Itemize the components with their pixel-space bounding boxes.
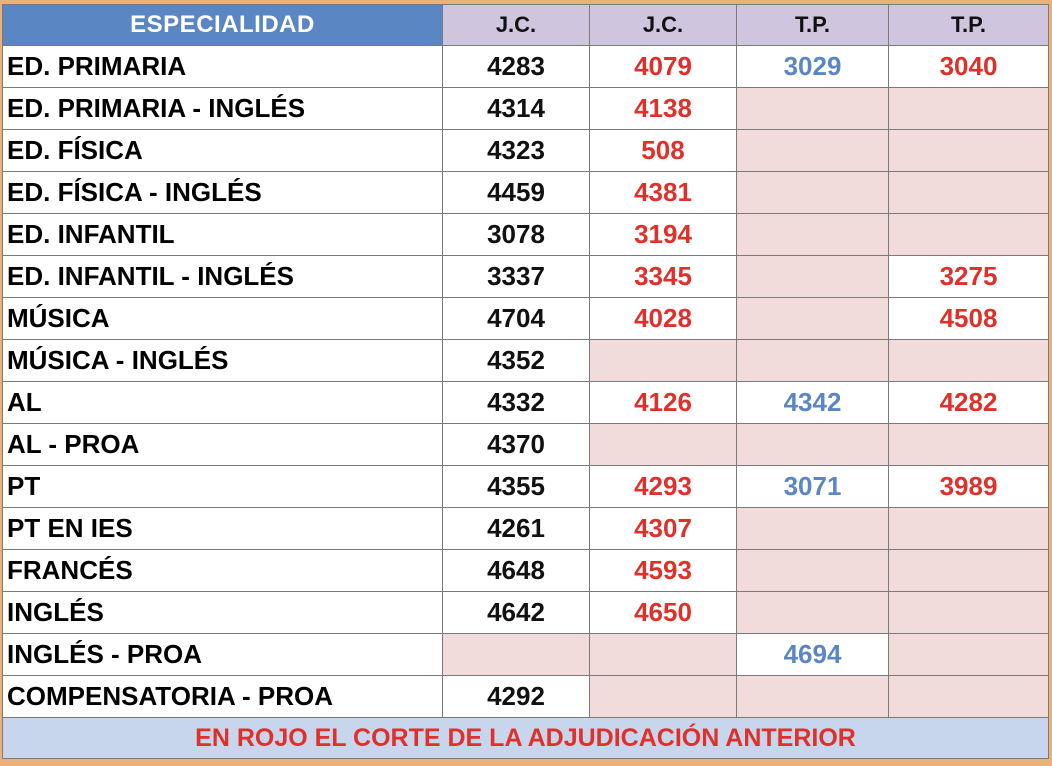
jc-value-cell[interactable]: 3078	[443, 214, 590, 256]
specialty-name-cell[interactable]: ED. INFANTIL	[3, 214, 443, 256]
jc-value-cell[interactable]: 4648	[443, 550, 590, 592]
jc-value-cell[interactable]: 4650	[590, 592, 737, 634]
table-row	[3, 88, 1049, 130]
specialty-name-cell[interactable]: ED. FÍSICA - INGLÉS	[3, 172, 443, 214]
jc-value-cell[interactable]: 4138	[590, 88, 737, 130]
empty-cell[interactable]	[737, 298, 889, 340]
jc-value-cell[interactable]: 4126	[590, 382, 737, 424]
empty-cell[interactable]	[889, 634, 1049, 676]
header-tp-2[interactable]: T.P.	[889, 5, 1049, 46]
specialty-name-cell[interactable]: FRANCÉS	[3, 550, 443, 592]
specialty-name-cell[interactable]: PT	[3, 466, 443, 508]
table-row	[3, 634, 1049, 676]
table-row	[3, 592, 1049, 634]
empty-cell[interactable]	[737, 340, 889, 382]
specialty-name-cell[interactable]: AL	[3, 382, 443, 424]
tp-value-cell[interactable]: 3989	[889, 466, 1049, 508]
empty-cell[interactable]	[889, 88, 1049, 130]
specialty-name-cell[interactable]: PT EN IES	[3, 508, 443, 550]
jc-value-cell[interactable]: 3345	[590, 256, 737, 298]
table-header	[3, 5, 1049, 46]
table-row	[3, 508, 1049, 550]
table-row	[3, 298, 1049, 340]
tp-value-cell[interactable]: 3275	[889, 256, 1049, 298]
header-tp-1[interactable]: T.P.	[737, 5, 889, 46]
empty-cell[interactable]	[737, 508, 889, 550]
empty-cell[interactable]	[590, 424, 737, 466]
empty-cell[interactable]	[889, 508, 1049, 550]
header-row	[3, 5, 1049, 46]
jc-value-cell[interactable]: 4292	[443, 676, 590, 718]
footer-row	[3, 718, 1049, 759]
tp-value-cell[interactable]: 3040	[889, 46, 1049, 88]
tp-value-cell[interactable]: 3071	[737, 466, 889, 508]
table-body	[3, 46, 1049, 718]
tp-value-cell[interactable]: 4342	[737, 382, 889, 424]
specialty-name-cell[interactable]: MÚSICA - INGLÉS	[3, 340, 443, 382]
jc-value-cell[interactable]: 4028	[590, 298, 737, 340]
empty-cell[interactable]	[590, 634, 737, 676]
empty-cell[interactable]	[737, 676, 889, 718]
jc-value-cell[interactable]: 4704	[443, 298, 590, 340]
jc-value-cell[interactable]: 4307	[590, 508, 737, 550]
jc-value-cell[interactable]: 4323	[443, 130, 590, 172]
empty-cell[interactable]	[737, 256, 889, 298]
tp-value-cell[interactable]: 3029	[737, 46, 889, 88]
empty-cell[interactable]	[590, 676, 737, 718]
table-row	[3, 550, 1049, 592]
specialty-table	[2, 4, 1049, 759]
table-row	[3, 382, 1049, 424]
jc-value-cell[interactable]: 4261	[443, 508, 590, 550]
jc-value-cell[interactable]: 4381	[590, 172, 737, 214]
specialty-name-cell[interactable]: ED. FÍSICA	[3, 130, 443, 172]
header-jc-2[interactable]: J.C.	[590, 5, 737, 46]
table-row	[3, 46, 1049, 88]
jc-value-cell[interactable]: 4370	[443, 424, 590, 466]
jc-value-cell[interactable]: 4283	[443, 46, 590, 88]
jc-value-cell[interactable]: 4332	[443, 382, 590, 424]
empty-cell[interactable]	[737, 550, 889, 592]
specialty-name-cell[interactable]: INGLÉS - PROA	[3, 634, 443, 676]
empty-cell[interactable]	[737, 88, 889, 130]
empty-cell[interactable]	[737, 214, 889, 256]
jc-value-cell[interactable]: 4593	[590, 550, 737, 592]
table-row	[3, 424, 1049, 466]
empty-cell[interactable]	[737, 172, 889, 214]
table-footer	[3, 718, 1049, 759]
empty-cell[interactable]	[889, 172, 1049, 214]
jc-value-cell[interactable]: 4293	[590, 466, 737, 508]
specialty-name-cell[interactable]: ED. INFANTIL - INGLÉS	[3, 256, 443, 298]
specialty-name-cell[interactable]: AL - PROA	[3, 424, 443, 466]
table-row	[3, 256, 1049, 298]
specialty-name-cell[interactable]: MÚSICA	[3, 298, 443, 340]
spreadsheet-table-container	[2, 4, 1048, 762]
specialty-name-cell[interactable]: ED. PRIMARIA	[3, 46, 443, 88]
jc-value-cell[interactable]: 3337	[443, 256, 590, 298]
empty-cell[interactable]	[737, 592, 889, 634]
empty-cell[interactable]	[889, 550, 1049, 592]
jc-value-cell[interactable]: 4314	[443, 88, 590, 130]
jc-value-cell[interactable]: 4355	[443, 466, 590, 508]
tp-value-cell[interactable]: 4282	[889, 382, 1049, 424]
empty-cell[interactable]	[889, 130, 1049, 172]
specialty-name-cell[interactable]: ED. PRIMARIA - INGLÉS	[3, 88, 443, 130]
empty-cell[interactable]	[889, 340, 1049, 382]
empty-cell[interactable]	[889, 424, 1049, 466]
empty-cell[interactable]	[737, 424, 889, 466]
tp-value-cell[interactable]: 4694	[737, 634, 889, 676]
header-specialty[interactable]: ESPECIALIDAD	[3, 5, 443, 46]
specialty-name-cell[interactable]: INGLÉS	[3, 592, 443, 634]
jc-value-cell[interactable]: 3194	[590, 214, 737, 256]
jc-value-cell[interactable]: 4079	[590, 46, 737, 88]
empty-cell[interactable]	[889, 676, 1049, 718]
table-row	[3, 340, 1049, 382]
jc-value-cell[interactable]: 508	[590, 130, 737, 172]
specialty-name-cell[interactable]: COMPENSATORIA - PROA	[3, 676, 443, 718]
table-row	[3, 172, 1049, 214]
empty-cell[interactable]	[737, 130, 889, 172]
jc-value-cell[interactable]: 4352	[443, 340, 590, 382]
empty-cell[interactable]	[889, 214, 1049, 256]
tp-value-cell[interactable]: 4508	[889, 298, 1049, 340]
footer-note[interactable]: EN ROJO EL CORTE DE LA ADJUDICACIÓN ANTERIOR	[3, 718, 1049, 759]
table-row	[3, 214, 1049, 256]
header-jc-1[interactable]: J.C.	[443, 5, 590, 46]
empty-cell[interactable]	[590, 340, 737, 382]
jc-value-cell[interactable]: 4642	[443, 592, 590, 634]
empty-cell[interactable]	[889, 592, 1049, 634]
table-row	[3, 130, 1049, 172]
table-row	[3, 466, 1049, 508]
empty-cell[interactable]	[443, 634, 590, 676]
jc-value-cell[interactable]: 4459	[443, 172, 590, 214]
table-row	[3, 676, 1049, 718]
